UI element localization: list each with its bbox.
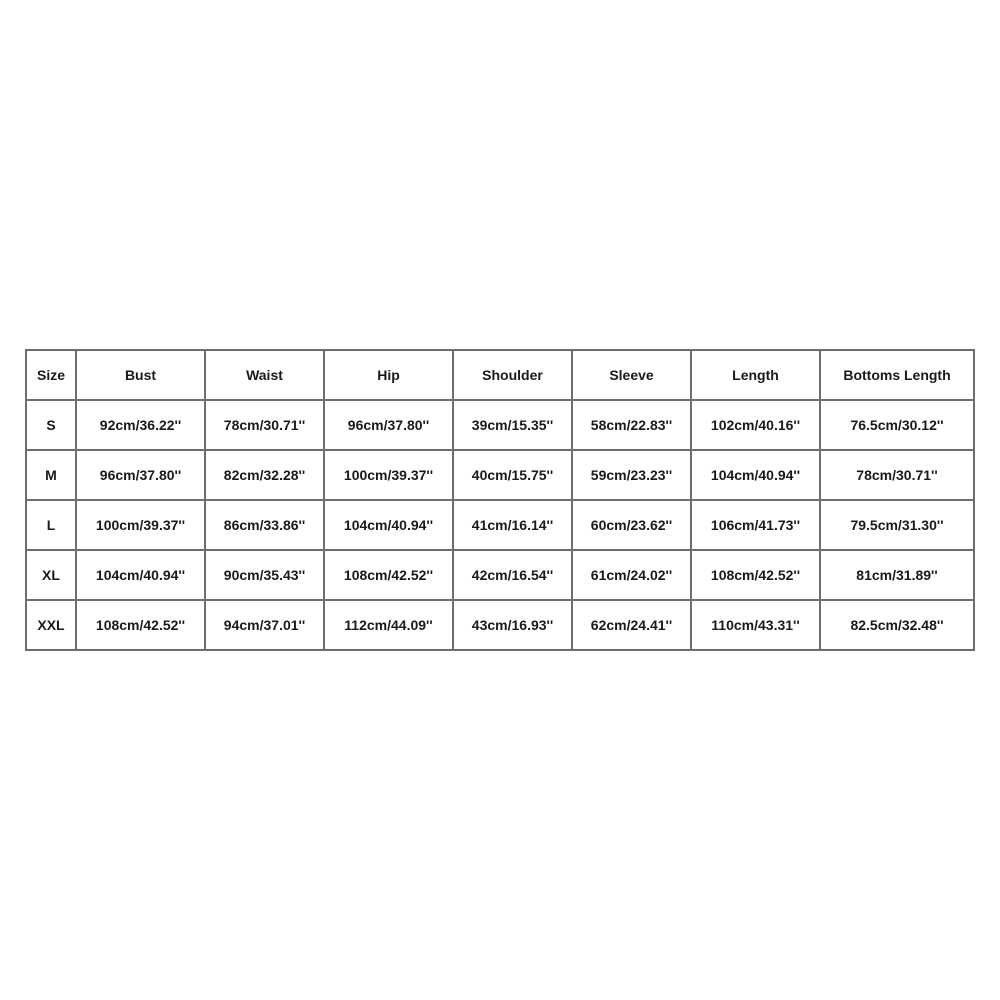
sleeve-cell: 61cm/24.02'' [573, 551, 692, 601]
bust-cell: 92cm/36.22'' [77, 401, 206, 451]
sleeve-cell: 59cm/23.23'' [573, 451, 692, 501]
header-bottoms-length: Bottoms Length [821, 351, 975, 401]
table-row [27, 551, 975, 601]
size-cell: M [27, 451, 77, 501]
bust-cell: 104cm/40.94'' [77, 551, 206, 601]
sleeve-cell: 62cm/24.41'' [573, 601, 692, 651]
waist-cell: 78cm/30.71'' [206, 401, 325, 451]
shoulder-cell: 39cm/15.35'' [454, 401, 573, 451]
header-length: Length [692, 351, 821, 401]
hip-cell: 104cm/40.94'' [325, 501, 454, 551]
header-shoulder: Shoulder [454, 351, 573, 401]
bust-cell: 108cm/42.52'' [77, 601, 206, 651]
header-bust: Bust [77, 351, 206, 401]
length-cell: 104cm/40.94'' [692, 451, 821, 501]
shoulder-cell: 41cm/16.14'' [454, 501, 573, 551]
table-row [27, 451, 975, 501]
table-row [27, 401, 975, 451]
sleeve-cell: 60cm/23.62'' [573, 501, 692, 551]
length-cell: 110cm/43.31'' [692, 601, 821, 651]
size-cell: L [27, 501, 77, 551]
bust-cell: 96cm/37.80'' [77, 451, 206, 501]
waist-cell: 82cm/32.28'' [206, 451, 325, 501]
length-cell: 102cm/40.16'' [692, 401, 821, 451]
bottoms-length-cell: 82.5cm/32.48'' [821, 601, 975, 651]
shoulder-cell: 43cm/16.93'' [454, 601, 573, 651]
hip-cell: 96cm/37.80'' [325, 401, 454, 451]
size-cell: S [27, 401, 77, 451]
sleeve-cell: 58cm/22.83'' [573, 401, 692, 451]
size-chart-table [25, 349, 975, 651]
table-row [27, 601, 975, 651]
shoulder-cell: 42cm/16.54'' [454, 551, 573, 601]
shoulder-cell: 40cm/15.75'' [454, 451, 573, 501]
length-cell: 108cm/42.52'' [692, 551, 821, 601]
waist-cell: 86cm/33.86'' [206, 501, 325, 551]
table-row [27, 501, 975, 551]
size-cell: XL [27, 551, 77, 601]
waist-cell: 94cm/37.01'' [206, 601, 325, 651]
bottoms-length-cell: 81cm/31.89'' [821, 551, 975, 601]
length-cell: 106cm/41.73'' [692, 501, 821, 551]
bust-cell: 100cm/39.37'' [77, 501, 206, 551]
header-waist: Waist [206, 351, 325, 401]
bottoms-length-cell: 78cm/30.71'' [821, 451, 975, 501]
header-size: Size [27, 351, 77, 401]
waist-cell: 90cm/35.43'' [206, 551, 325, 601]
size-cell: XXL [27, 601, 77, 651]
hip-cell: 100cm/39.37'' [325, 451, 454, 501]
header-row [27, 351, 975, 401]
header-sleeve: Sleeve [573, 351, 692, 401]
bottoms-length-cell: 76.5cm/30.12'' [821, 401, 975, 451]
hip-cell: 108cm/42.52'' [325, 551, 454, 601]
hip-cell: 112cm/44.09'' [325, 601, 454, 651]
header-hip: Hip [325, 351, 454, 401]
bottoms-length-cell: 79.5cm/31.30'' [821, 501, 975, 551]
